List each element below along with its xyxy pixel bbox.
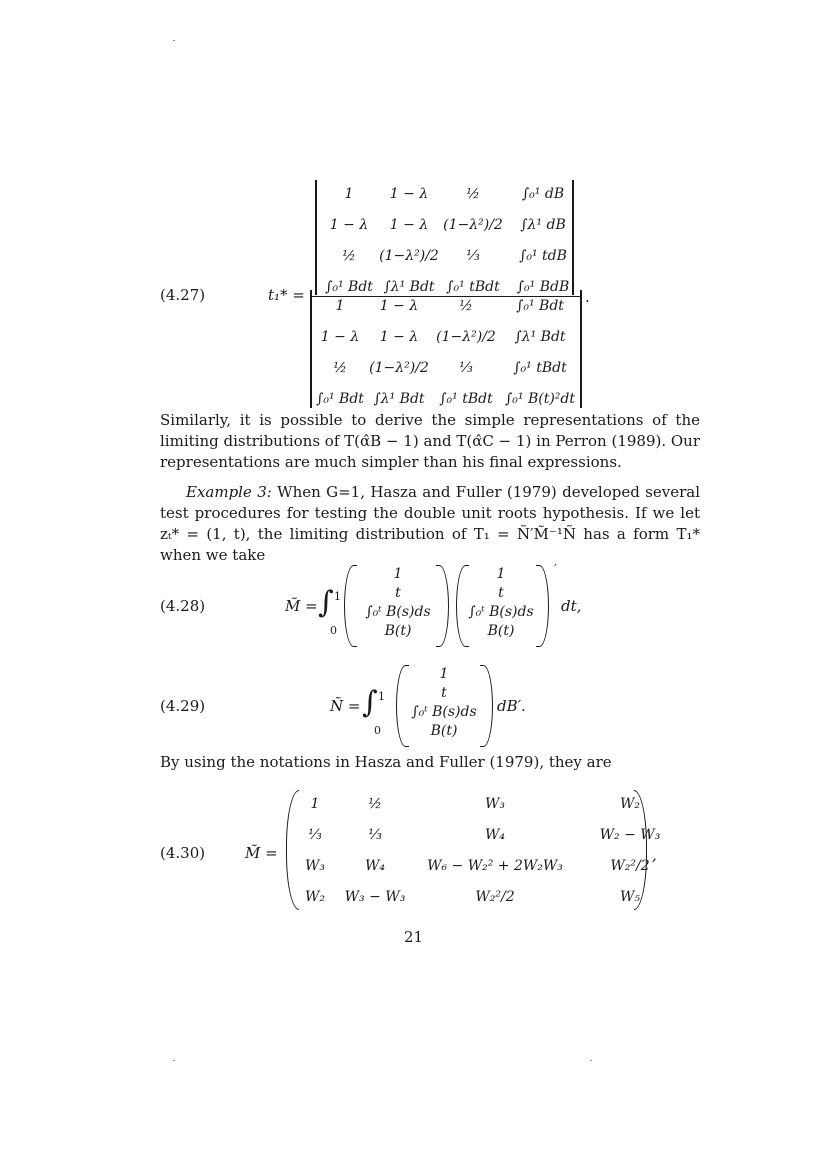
equation-number: (4.27)	[160, 286, 206, 304]
paragraph: Similarly, it is possible to derive the simple representations of the limiting distributions of T(α̂B − 1) and T(α̂C − 1) in Perron (1989). Our representations are much simpler than his final expressions.	[160, 411, 701, 471]
paren-right	[436, 565, 449, 647]
matrix-cell: ½	[466, 185, 480, 202]
denominator-determinant	[313, 290, 579, 414]
matrix-cell: ∫₀¹ Bdt	[516, 297, 564, 314]
matrix-cell: ∫₀¹ B(t)²dt	[504, 390, 575, 407]
matrix-cell: (1−λ²)/2	[436, 328, 496, 345]
numerator-determinant	[318, 178, 578, 302]
example-label: Example 3:	[186, 483, 272, 501]
matrix-cell: ⅓	[459, 359, 473, 376]
vector-entry: ∫₀ᵗ B(s)ds	[468, 604, 534, 620]
scan-speck	[173, 1060, 175, 1061]
matrix-cell: W₂	[304, 888, 325, 905]
matrix-cell: ∫₀¹ tdB	[519, 247, 567, 264]
integral-upper-limit: 1	[378, 690, 385, 703]
page-number: 21	[403, 928, 424, 946]
matrix-cell: ⅓	[368, 826, 382, 843]
matrix-cell: ½	[368, 795, 382, 812]
vector-entry: B(t)	[487, 623, 515, 639]
matrix-cell: W₂²/2	[610, 857, 650, 874]
matrix-cell: ∫λ¹ Bdt	[514, 328, 566, 345]
matrix-cell: W₃ − W₃	[344, 888, 406, 905]
equation-lhs: t₁* =	[268, 286, 305, 304]
determinant-bar-left	[310, 290, 312, 408]
paragraph-text: When G=1, Hasza and Fuller (1979) developed several test procedures for testing the double unit roots hypothesis. If we let zₜ* = (1, t), the limiting distribution of T₁ = Ñ′M̃⁻¹Ñ has a form T₁* when we take	[160, 483, 701, 564]
matrix-cell: ∫₀¹ tBdt	[446, 278, 500, 295]
vector-entry: 1	[439, 666, 449, 682]
vector-column	[356, 565, 440, 641]
matrix-cell: (1−λ²)/2	[369, 359, 429, 376]
scan-speck	[590, 1060, 592, 1061]
matrix-cell: W₃	[484, 795, 505, 812]
matrix-cell: ⅓	[466, 247, 480, 264]
matrix-cell: 1 − λ	[329, 216, 369, 233]
matrix-grid	[290, 788, 680, 912]
matrix-cell: ∫₀¹ tBdt	[439, 390, 493, 407]
matrix-cell: ∫₀¹ BdB	[516, 278, 570, 295]
vector-column	[406, 665, 482, 741]
paren-right	[480, 665, 493, 747]
numerator-grid	[318, 178, 578, 302]
matrix-cell: ∫λ¹ Bdt	[373, 390, 425, 407]
matrix-cell: ½	[342, 247, 356, 264]
transpose-mark: ′	[554, 562, 557, 576]
matrix-cell: W₃	[304, 857, 325, 874]
matrix-cell: ∫₀¹ dB	[521, 185, 565, 202]
matrix-cell: (1−λ²)/2	[379, 247, 439, 264]
matrix-cell: ∫λ¹ Bdt	[383, 278, 435, 295]
vector-entry: t	[441, 685, 447, 701]
vector-column	[464, 565, 538, 641]
integral-lower-limit: 0	[374, 724, 381, 737]
integral-sign: ∫	[318, 585, 334, 620]
denominator-grid	[313, 290, 579, 414]
matrix-cell: ∫λ¹ dB	[520, 216, 566, 233]
equation-number: (4.30)	[160, 844, 206, 862]
vector-entry: t	[395, 585, 401, 601]
matrix-cell: ∫₀¹ Bdt	[316, 390, 364, 407]
equation-trail: .	[585, 288, 590, 306]
matrix-cell: ½	[333, 359, 347, 376]
determinant-bar-left	[315, 180, 317, 295]
matrix-cell: ½	[459, 297, 473, 314]
matrix-cell: ∫₀¹ Bdt	[325, 278, 373, 295]
paragraph: By using the notations in Hasza and Fuller (1979), they are	[160, 753, 612, 771]
matrix-cell: ∫₀¹ tBdt	[513, 359, 567, 376]
matrix-cell: 1 − λ	[320, 328, 360, 345]
matrix-cell: 1	[344, 185, 354, 202]
paragraph	[160, 482, 700, 566]
vector-entry: B(t)	[430, 723, 458, 739]
matrix-cell: 1 − λ	[389, 185, 429, 202]
equation-tail: dt,	[561, 597, 582, 615]
matrix-cell: 1	[310, 795, 320, 812]
matrix-cell: W₂²/2	[475, 888, 515, 905]
integral-upper-limit: 1	[334, 590, 341, 603]
matrix-cell: 1 − λ	[389, 216, 429, 233]
vector-entry: 1	[393, 566, 403, 582]
vector-entry: ∫₀ᵗ B(s)ds	[365, 604, 431, 620]
matrix-cell: W₅	[619, 888, 640, 905]
matrix-cell: (1−λ²)/2	[443, 216, 503, 233]
vector-entry: 1	[496, 566, 506, 582]
equation-tail: dB′.	[497, 697, 526, 715]
matrix-cell: ⅓	[308, 826, 322, 843]
paren-right	[536, 565, 549, 647]
integral-sign: ∫	[362, 685, 378, 720]
integral-lower-limit: 0	[330, 624, 337, 637]
matrix-cell: W₂ − W₃	[599, 826, 661, 843]
scan-speck	[173, 40, 175, 41]
matrix-cell: W₆ − W₂² + 2W₂W₃	[427, 857, 563, 874]
matrix-cell: 1 − λ	[379, 328, 419, 345]
vector-entry: t	[498, 585, 504, 601]
equation-lhs: Ñ =	[330, 697, 361, 715]
matrix-cell: W₂	[619, 795, 640, 812]
equation-lhs: M̃ =	[285, 597, 318, 615]
equation-number: (4.29)	[160, 697, 206, 715]
matrix-cell: W₄	[484, 826, 505, 843]
equation-trail: ,	[652, 846, 657, 864]
vector-entry: B(t)	[384, 623, 412, 639]
matrix-cell: 1	[335, 297, 345, 314]
equation-number: (4.28)	[160, 597, 206, 615]
equation-lhs: M̃ =	[245, 844, 278, 862]
matrix-cell: 1 − λ	[379, 297, 419, 314]
matrix-cell: W₄	[364, 857, 385, 874]
determinant-bar-right	[580, 290, 582, 408]
vector-entry: ∫₀ᵗ B(s)ds	[411, 704, 477, 720]
